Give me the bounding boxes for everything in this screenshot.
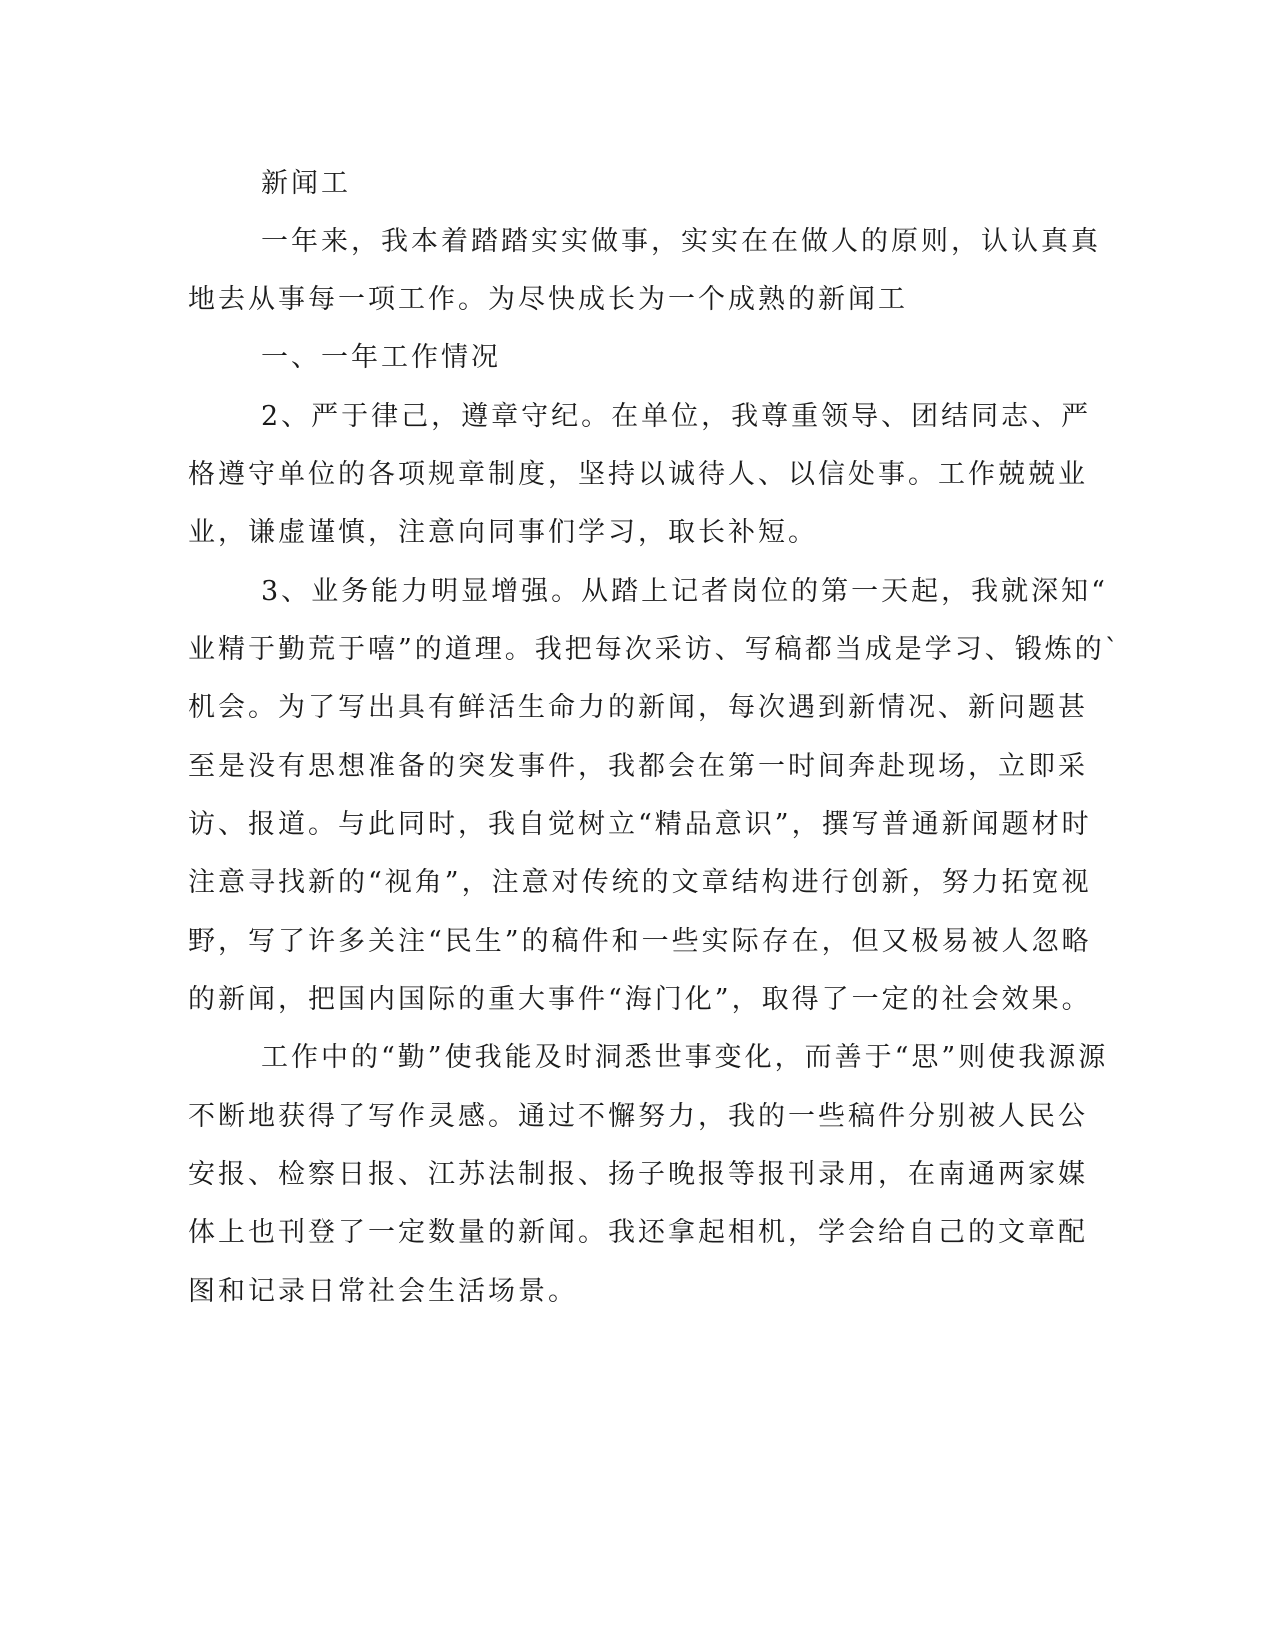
paragraph-line: 机会。为了写出具有鲜活生命力的新闻，每次遇到新情况、新问题甚 [188,692,1088,723]
paragraph-line: 至是没有思想准备的突发事件，我都会在第一时间奔赴现场，立即采 [188,751,1088,782]
paragraph-line: 安报、检察日报、江苏法制报、扬子晚报等报刊录用，在南通两家媒 [188,1159,1088,1190]
paragraph-line: 3、业务能力明显增强。从踏上记者岗位的第一天起，我就深知“ [261,576,1108,607]
paragraph-line: 业精于勤荒于嘻”的道理。我把每次采访、写稿都当成是学习、锻炼的` [188,634,1122,665]
paragraph-line: 业，谦虚谨慎，注意向同事们学习，取长补短。 [188,517,818,548]
paragraph-line: 地去从事每一项工作。为尽快成长为一个成熟的新闻工 [188,284,908,315]
paragraph-line: 格遵守单位的各项规章制度，坚持以诚待人、以信处事。工作兢兢业 [188,459,1088,490]
paragraph-line: 2、严于律己，遵章守纪。在单位，我尊重领导、团结同志、严 [261,401,1092,432]
paragraph-line: 野，写了许多关注“民生”的稿件和一些实际存在，但又极易被人忽略 [188,926,1092,957]
paragraph-line: 不断地获得了写作灵感。通过不懈努力，我的一些稿件分别被人民公 [188,1101,1088,1132]
paragraph-line: 体上也刊登了一定数量的新闻。我还拿起相机，学会给自己的文章配 [188,1217,1088,1248]
paragraph-line: 图和记录日常社会生活场景。 [188,1276,578,1307]
paragraph-line: 一年来，我本着踏踏实实做事，实实在在做人的原则，认认真真 [261,226,1101,257]
paragraph-line: 的新闻，把国内国际的重大事件“海门化”，取得了一定的社会效果。 [188,984,1092,1015]
document-title: 新闻工 [261,168,351,199]
paragraph-line: 注意寻找新的“视角”，注意对传统的文章结构进行创新，努力拓宽视 [188,867,1092,898]
paragraph-line: 工作中的“勤”使我能及时洞悉世事变化，而善于“思”则使我源源 [261,1042,1109,1073]
section-heading: 一、一年工作情况 [261,342,501,373]
paragraph-line: 访、报道。与此同时，我自觉树立“精品意识”，撰写普通新闻题材时 [188,809,1092,840]
